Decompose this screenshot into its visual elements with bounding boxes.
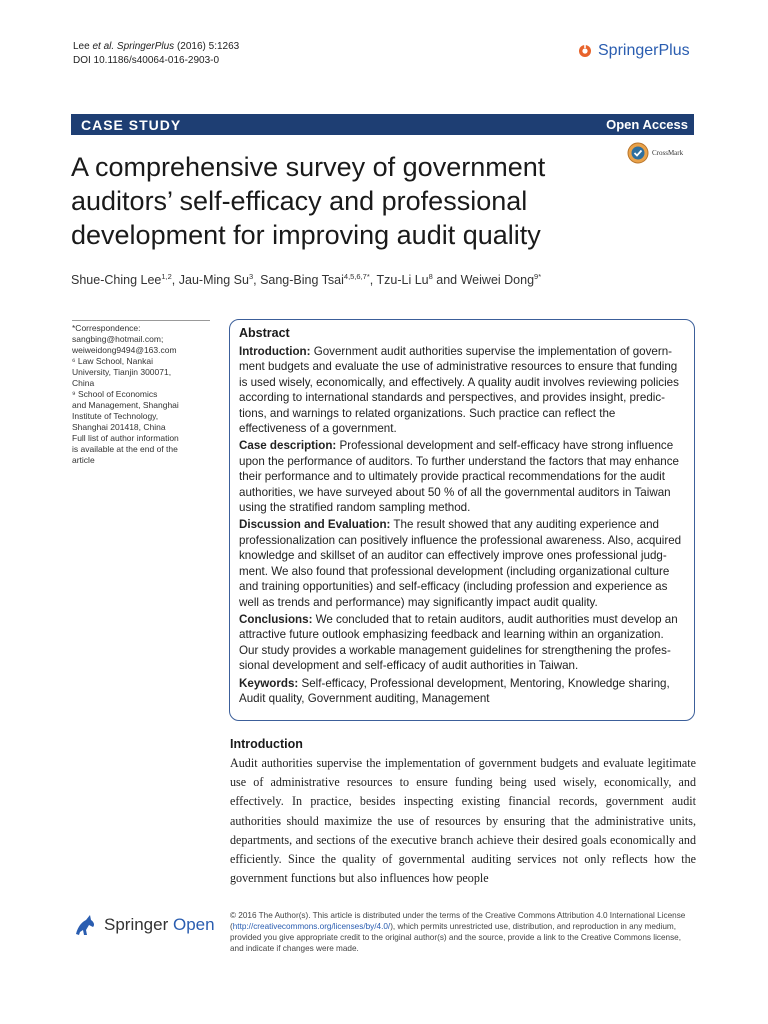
author-affiliation: 1,2 [161,272,172,281]
citation-author: Lee [73,41,90,52]
author-name: Sang-Bing Tsai [260,273,344,288]
correspondence-line: ⁹ School of Economics [72,389,158,399]
citation-volume: (2016) 5:1263 [176,41,240,52]
license-link[interactable]: http://creativecommons.org/licenses/by/4.0/ [232,922,391,931]
journal-logo [578,42,690,60]
correspondence-line[interactable]: weiweidong9494@163.com [72,345,177,355]
correspondence-line: ⁶ Law School, Nankai [72,356,153,366]
author-name: Weiwei Dong [460,273,535,288]
author-list [71,272,691,287]
article-citation [73,40,239,68]
abstract-section-text: Self-efficacy, Professional development, Mentoring, Knowledge sharing, Audit quality, Government auditing, Management [239,676,670,705]
springer-plus-logo-icon [578,44,592,58]
author-name: Shue-Ching Lee [71,273,162,288]
abstract-section-text: Government audit authorities supervise the implementation of government budgets and evaluate the use of administrative resources to ensure that funding is used wisely, economically, and effectively. A quality audit involves reviewing policies according to international standards and perspectives, and provides insight, predictions, and warnings to related organizations. Such practice can reflect the effectiveness of a government. [239,345,679,436]
open-access-label: Open Access [606,117,688,132]
abstract-section-label: Introduction: [239,345,311,358]
abstract-sections [239,344,686,706]
correspondence-line: article [72,455,95,465]
open-logo-text: Open [173,915,215,934]
author-name: Jau-Ming Su [178,273,249,288]
journal-logo-text: SpringerPlus [598,42,690,59]
abstract-section [239,517,686,609]
correspondence-line[interactable]: sangbing@hotmail.com; [72,334,164,344]
author-affiliation: 3 [248,272,254,281]
author-name: Tzu-Li Lu [376,273,429,288]
abstract-section [239,344,686,436]
author-affiliation: 8 [428,272,433,281]
springer-horse-icon [72,912,98,938]
license-text-post: ), which permits unrestricted use, distribution, and reproduction in any medium, provided you give appropriate credit to the original author(s) and the source, provide a link to the Creative Commons license, and indicate if changes were made. [230,922,682,953]
correspondence-line: University, Tianjin 300071, [72,367,172,377]
author-affiliation: 9* [534,272,542,281]
springer-logo-text: Springer [104,915,169,934]
introduction-heading: Introduction [230,737,303,751]
correspondence-line: Institute of Technology, [72,411,159,421]
abstract-section [239,438,686,515]
article-type-label: CASE STUDY [81,116,182,133]
license-text-pre: © 2016 The Author(s). This article is distributed under the terms of the Creative Commons Attribution 4.0 International License ( [230,911,686,931]
abstract-section-label: Keywords: [239,676,299,690]
author-affiliation: 4,5,6,7* [343,272,370,281]
abstract-section-label: Discussion and Evaluation: [239,518,391,532]
abstract-section-label: Conclusions: [239,612,313,626]
abstract-box [229,319,695,721]
crossmark-label: CrossMark [652,149,684,157]
license-statement [230,910,696,954]
author-separator: , [253,273,261,288]
correspondence-line: Shanghai 201418, China [72,422,166,432]
author-separator: and [432,273,461,288]
abstract-heading: Abstract [239,326,290,340]
citation-journal: et al. SpringerPlus [92,41,175,52]
abstract-section [239,612,686,674]
introduction-body: Audit authorities supervise the implementation of government budgets and evaluate legitimate use of administrative resources to ensure funding being used wisely, economically, and effectively. In practice, besides inspecting existing financial records, government audit authorities should maximize the use of resources by ensuring that the administrative units, departments, and sections of the executive branch achieve their desired goals economically and efficiently. Since the quality of governmental auditing services not only reflects how the government functions but also influences how people [230,756,696,886]
abstract-section-label: Case description: [239,439,337,453]
correspondence-line: is available at the end of the [72,444,178,454]
springer-open-logo [72,912,215,938]
correspondence-info [72,320,210,466]
correspondence-line: and Management, Shanghai [72,400,179,410]
correspondence-line: *Correspondence: [72,323,141,333]
author-separator: , [171,273,179,288]
correspondence-line: China [72,378,95,388]
article-title: A comprehensive survey of government auditors’ self-efficacy and professional development for improving audit quality [71,152,546,250]
abstract-section-text: The result showed that any auditing experience and professionalization can positively influence the professional awareness. Also, acquired knowledge and skillset of an auditor can effectively improve ones professional judgment. We also found that professional development (including organizational culture and training opportunities) and self-efficacy (including profession and experience as well as trends and performance) may significantly impact audit quality. [239,518,682,609]
author-separator: , [369,273,377,288]
article-doi[interactable]: DOI 10.1186/s40064-016-2903-0 [73,55,220,66]
abstract-section [239,676,686,707]
correspondence-line: Full list of author information [72,433,179,443]
article-type-banner [71,114,694,135]
abstract-section-text: We concluded that to retain auditors, audit authorities must develop an attractive future outlook emphasizing feedback and learning within an organization. Our study provides a workable management guidelines for strengthening the professional development and self-efficacy of audit authorities in Taiwan. [239,612,678,673]
crossmark-badge[interactable] [627,142,683,164]
abstract-section-text: Professional development and self-efficacy have strong influence upon the performance of auditors. To further understand the factors that may enhance their performance and to ultimately provide practical recommendations for the audit authorities, we have surveyed about 50 % of all the governmental auditors in Taiwan using the stratified random sampling method. [239,439,679,515]
